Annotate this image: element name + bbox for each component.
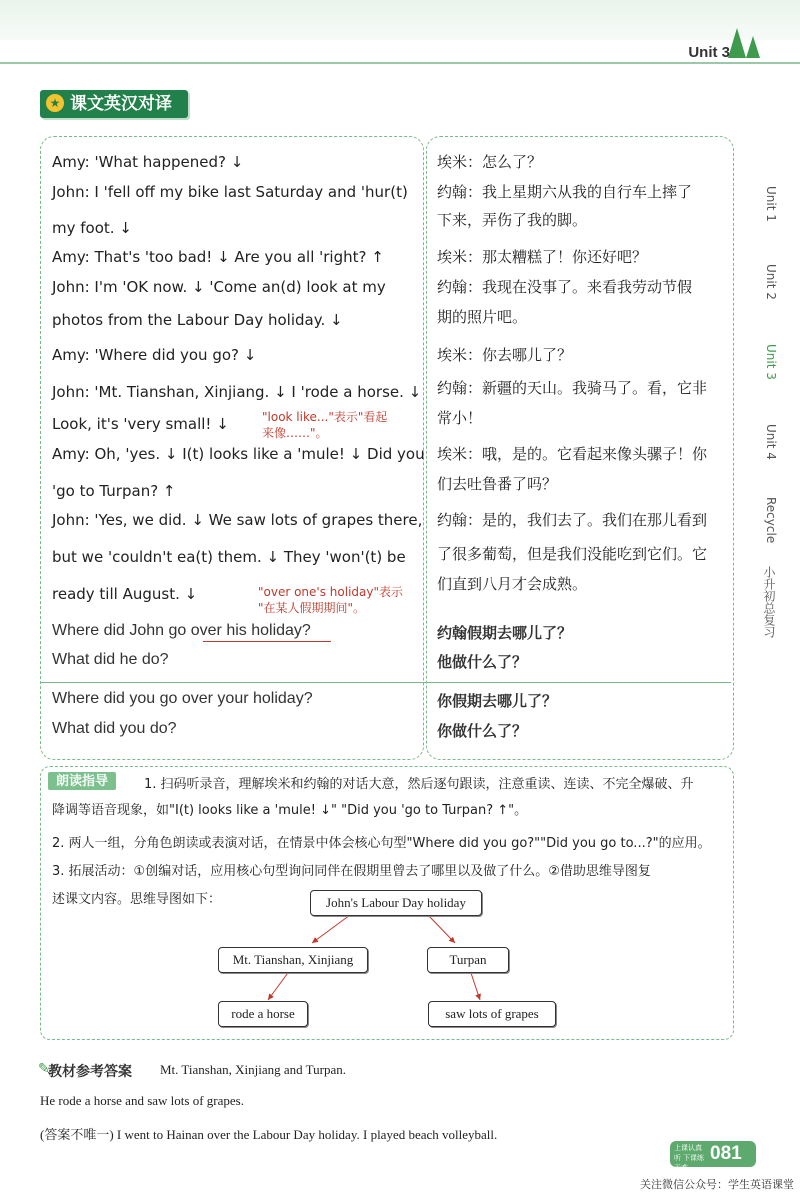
answer-line: Mt. Tianshan, Xinjiang and Turpan. <box>160 1062 346 1077</box>
note-look-like-2: 来像……"。 <box>262 426 328 440</box>
dialogue-line: John: 'Mt. Tianshan, Xinjiang. ↓ I 'rode a horse. ↓ <box>52 383 422 401</box>
page-number: 081 <box>710 1143 742 1164</box>
dialogue-zh-line: 埃米：怎么了？ <box>437 153 543 171</box>
mindmap-node-left: Mt. Tianshan, Xinjiang <box>218 947 368 973</box>
dialogue-line: my foot. ↓ <box>52 219 132 237</box>
dialogue-zh-line: 约翰：我上星期六从我的自行车上摔了 <box>437 183 693 201</box>
question-zh: 约翰假期去哪儿了？ <box>437 624 573 642</box>
mindmap-root: John's Labour Day holiday <box>310 890 482 916</box>
dialogue-zh-line: 埃米：你去哪儿了？ <box>437 346 573 364</box>
dialogue-line: John: 'Yes, we did. ↓ We saw lots of grapes there, <box>52 511 423 529</box>
guide-line: 2. 两人一组，分角色朗读或表演对话，在情景中体会核心句型"Where did you go?""Did you go to...?"的应用。 <box>52 836 711 851</box>
page-badge <box>670 1141 756 1172</box>
guide-line: 3. 拓展活动：①创编对话，应用核心句型询问同伴在假期里曾去了哪里以及做了什么。②借助思维导图复 <box>52 864 651 879</box>
section-title-text: 课文英汉对译 <box>70 94 172 114</box>
dialogue-line: but we 'couldn't ea(t) them. ↓ They 'won'(t) be <box>52 548 406 566</box>
dialogue-zh-line: 埃米：哦，是的。它看起来像头骡子！你 <box>437 445 708 463</box>
guide-line: 述课文内容。思维导图如下： <box>52 892 222 907</box>
question-zh: 你做什么了？ <box>437 722 528 740</box>
side-tab-unit-1[interactable]: Unit 1 <box>764 186 778 222</box>
dialogue-zh-line: 约翰：是的，我们去了。我们在那儿看到 <box>437 511 708 529</box>
mindmap-node-left-child: rode a horse <box>218 1001 308 1027</box>
dialogue-line: Look, it's 'very small! ↓ <box>52 415 229 433</box>
dialogue-zh-line: 常小！ <box>437 409 483 427</box>
question-zh: 你假期去哪儿了？ <box>437 692 558 710</box>
dialogue-zh-line: 下来，弄伤了我的脚。 <box>437 211 588 229</box>
mindmap-node-right: Turpan <box>427 947 509 973</box>
side-tab-unit-3[interactable]: Unit 3 <box>764 344 778 380</box>
question-en: Where did you go over your holiday? <box>52 690 313 707</box>
mindmap-node-right-child: saw lots of grapes <box>428 1001 556 1027</box>
answers-label: 教材参考答案 <box>48 1064 132 1080</box>
side-tab-unit-2[interactable]: Unit 2 <box>764 264 778 300</box>
pencil-icon: ✎ <box>38 1060 50 1076</box>
guide-line: 1. 扫码听录音，理解埃米和约翰的对话大意，然后逐句跟读，注意重读、连读、不完全爆破、升 <box>144 777 694 792</box>
dialogue-line: Amy: That's 'too bad! ↓ Are you all 'right? ↑ <box>52 248 384 266</box>
star-icon: ★ <box>46 94 64 112</box>
dialogue-line: Amy: Oh, 'yes. ↓ I(t) looks like a 'mule! ↓ Did you <box>52 445 425 463</box>
footer-text: 关注微信公众号：学生英语课堂 <box>640 1178 794 1191</box>
answer-line: (答案不唯一) I went to Hainan over the Labour Day holiday. I played beach volleyball. <box>40 1127 498 1142</box>
note-look-like: "look like..."表示"看起 <box>262 410 388 424</box>
dialogue-zh-line: 们去吐鲁番了吗？ <box>437 475 558 493</box>
answer-line: He rode a horse and saw lots of grapes. <box>40 1093 244 1108</box>
dialogue-line: Amy: 'Where did you go? ↓ <box>52 346 257 364</box>
question-en: What did he do? <box>52 651 169 668</box>
note-holiday: "over one's holiday"表示 <box>258 585 403 599</box>
dialogue-zh-line: 约翰：我现在没事了。来看我劳动节假 <box>437 278 693 296</box>
question-zh: 他做什么了？ <box>437 653 528 671</box>
guide-label: 朗读指导 <box>48 772 116 790</box>
dialogue-line: John: I'm 'OK now. ↓ 'Come an(d) look at my <box>52 278 386 296</box>
unit-title: Unit 3 <box>688 44 730 61</box>
dialogue-zh-line: 期的照片吧。 <box>437 308 528 326</box>
dialogue-line: Amy: 'What happened? ↓ <box>52 153 244 171</box>
question-en: Where did John go over his holiday? <box>52 622 311 639</box>
dialogue-zh-line: 了很多葡萄，但是我们没能吃到它们。它 <box>437 545 708 563</box>
guide-line: 降调等语音现象，如"I(t) looks like a 'mule! ↓" "Did you 'go to Turpan? ↑"。 <box>52 803 528 818</box>
page-badge-text: 上课认真听 下课练无难 <box>674 1145 704 1172</box>
dialogue-line: 'go to Turpan? ↑ <box>52 482 176 500</box>
side-tab-review[interactable]: 小升初总复习 <box>762 566 776 638</box>
dialogue-line: photos from the Labour Day holiday. ↓ <box>52 311 343 329</box>
note-holiday-2: "在某人假期期间"。 <box>258 601 366 615</box>
side-tab-unit-4[interactable]: Unit 4 <box>764 424 778 460</box>
dialogue-zh-line: 们直到八月才会成熟。 <box>437 575 588 593</box>
dialogue-line: ready till August. ↓ <box>52 585 198 603</box>
dialogue-zh-line: 埃米：那太糟糕了！你还好吧？ <box>437 248 648 266</box>
dialogue-zh-line: 约翰：新疆的天山。我骑马了。看，它非 <box>437 379 708 397</box>
side-tab-recycle[interactable]: Recycle <box>764 497 778 544</box>
dialogue-line: John: I 'fell off my bike last Saturday and 'hur(t) <box>52 183 408 201</box>
question-en: What did you do? <box>52 720 177 737</box>
